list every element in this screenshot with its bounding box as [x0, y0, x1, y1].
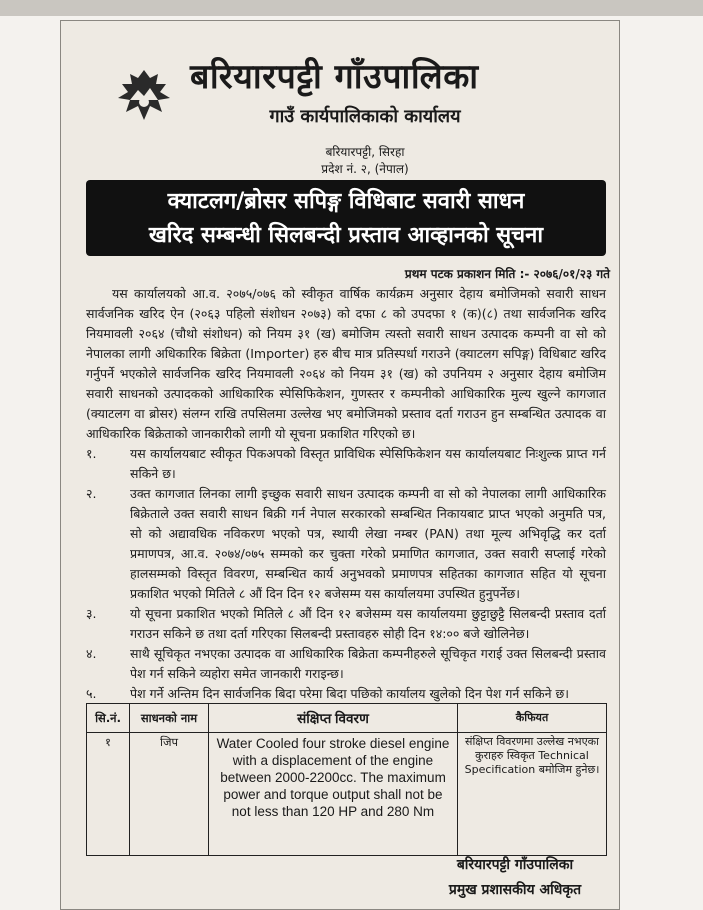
cell-sn: १ [87, 733, 130, 856]
list-item [86, 444, 606, 484]
signature-officer-title: प्रमुख प्रशासकीय अधिकृत [448, 882, 582, 898]
vehicle-spec-table [86, 703, 607, 856]
item-text: यस कार्यालयबाट स्वीकृत पिकअपको विस्तृत प्राविधिक स्पेसिफिकेशन यस कार्यालयबाट निःशुल्क प्राप्त गर्न सकिने छ। [130, 446, 606, 481]
cell-remarks: संक्षिप्त विवरणमा उल्लेख नभएका कुराहरु स्विकृत Technical Specification बमोजिम हुनेछ। [458, 733, 607, 856]
item-text: यो सूचना प्रकाशित भएको मितिले ८ औं दिन १२ बजेसम्म यस कार्यालयमा छुट्टाछुट्टै सिलबन्दी प्रस्ताव दर्ता गराउन सकिने छ तथा दर्ता गरिएका सिलबन्दी प्रस्तावहरु सोही दिन १४:०० बजे खोलिनेछ। [130, 606, 606, 641]
item-number: ५. [86, 686, 97, 701]
item-number: ३. [86, 606, 97, 621]
address-line-2: प्रदेश नं. २, (नेपाल) [321, 162, 409, 176]
office-subtitle: गाउँ कार्यपालिकाको कार्यालय [269, 106, 461, 127]
item-text: पेश गर्ने अन्तिम दिन सार्वजनिक बिदा परेमा बिदा पछिको कार्यालय खुलेको दिन पेश गर्न सकिने छ। [130, 686, 569, 701]
item-text: उक्त कागजात लिनका लागी इच्छुक सवारी साधन उत्पादक कम्पनी वा सो को नेपालका लागी आधिकारिक बिक्रेताले उक्त सवारी साधन बिक्री गर्न नेपाल सरकारको सम्बन्धित निकायबाट प्राप्त भएको अनुमति पत्र, सो को अद्यावधिक नविकरण भएको पत्र, स्थायी लेखा नम्बर (PAN) तथा मूल्य अभिवृद्धि कर दर्ता प्रमाणपत्र, आ.व. २०७४/०७५ सम्मको कर चुक्ता गरेको प्रमाणित कागजात, उक्त सवारी सप्लाई गरेको हालसम्मको विस्तृत विवरण, सम्बन्धित कार्य अनुभवको प्रमाणपत्र सहितका कागजात सहित यो सूचना प्रकाशित भएको मितिले ८ औं दिन दिन १२ बजेसम्म यस कार्यालयमा उपस्थित हुनुपर्नेछ। [130, 486, 606, 601]
table-header-row [87, 704, 607, 733]
notice-items [86, 444, 606, 704]
table-row [87, 733, 607, 856]
item-text: साथै सूचिकृत नभएका उत्पादक वा आधिकारिक बिक्रेता कम्पनीहरुले सूचिकृत गराई उक्त सिलबन्दी प्रस्ताव पेश गर्न सकिने व्यहोरा समेत जानकारी गराइन्छ। [130, 646, 606, 681]
item-number: १. [86, 446, 97, 461]
publication-date: प्रथम पटक प्रकाशन मिति :- २०७६/०१/२३ गते [404, 267, 610, 281]
government-emblem-icon [112, 66, 176, 126]
col-header-remarks: कैफियत [458, 704, 607, 733]
list-item [86, 484, 606, 604]
list-item [86, 604, 606, 644]
banner-line-1: क्याटलग/ब्रोसर सपिङ्ग विधिबाट सवारी साधन [167, 188, 525, 214]
notice-title-banner [86, 180, 606, 256]
list-item [86, 644, 606, 684]
list-item [86, 684, 606, 704]
banner-line-2: खरिद सम्बन्धी सिलबन्दी प्रस्ताव आव्हानको सूचना [148, 222, 544, 248]
col-header-description: संक्षिप्त विवरण [209, 704, 458, 733]
item-number: २. [86, 486, 97, 501]
signature-office: बरियारपट्टी गाँउपालिका [456, 857, 574, 873]
cell-vehicle-name: जिप [130, 733, 209, 856]
scan-top-strip [0, 0, 703, 16]
col-header-vehicle-name: साधनको नाम [130, 704, 209, 733]
item-number: ४. [86, 646, 97, 661]
address-line-1: बरियारपट्टी, सिरहा [325, 145, 405, 159]
intro-paragraph: यस कार्यालयको आ.व. २०७५/०७६ को स्वीकृत वार्षिक कार्यक्रम अनुसार देहाय बमोजिमको सवारी साधन सार्वजनिक खरिद ऐन (२०६३ पहिलो संशोधन २०७३) को दफा ८ को उपदफा १ (क)(८) तथा सार्वजनिक खरिद नियमावली २०६४ (चौथो संशोधन) को नियम ३१ (ख) बमोजिम त्यस्तो सवारी साधन उत्पादक कम्पनी वा सो को नेपालका लागी अधिकारिक बिक्रेता (Importer) हरु बीच मात्र प्रतिस्पर्धा गराउने (क्याटलग सपिङ्ग) विधिबाट खरिद गर्नुपर्ने भएकोले सार्वजनिक खरिद नियमावली २०६४ को नियम ३१ (ख) को उपनियम २ अनुसार देहाय बमोजिम सवारी साधनको उत्पादकको आधिकारिक स्पेसिफिकेशन, गुणस्तर र कम्पनीको आधिकारिक मुल्य खुल्ने कागजात (क्याटलग वा ब्रोसर) संलग्न राखि तपसिलमा उल्लेख भए बमोजिमको प्रस्ताव दर्ता गराउन हुन सम्बन्धित उत्पादक वा आधिकारिक बिक्रेताको जानकारीको लागी यो सूचना प्रकाशित गरिएको छ। [86, 286, 606, 441]
col-header-sn: सि.नं. [87, 704, 130, 733]
cell-description: Water Cooled four stroke diesel engine with a displacement of the engine between 2000-2200cc. The maximum power and torque output shall not be not less than 120 HP and 280 Nm [209, 733, 458, 856]
municipality-title: बरियारपट्टी गाँउपालिका [190, 57, 479, 97]
